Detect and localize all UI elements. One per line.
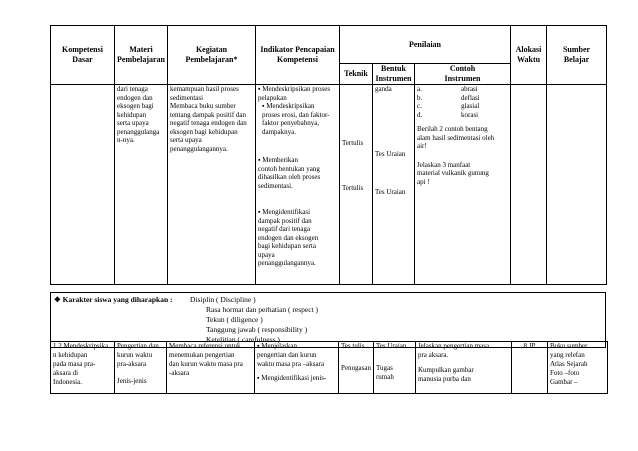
indikator-item: ▪ Mengidentifikasi dampak positif dan negatif dari tenaga endogen dan eksogen bagi kehidupan serta upaya penanggulangannya. xyxy=(258,208,319,267)
karakter-item: Tekun ( diligence ) xyxy=(206,315,263,324)
sumber-header: Sumber Belajar xyxy=(547,26,607,85)
kd-cell xyxy=(51,85,115,285)
karakter-label: ❖ Karakter siswa yang diharapkan : xyxy=(54,295,173,304)
bentuk-text: Tugas rumah xyxy=(375,364,394,381)
teknik-text: Tes tulis xyxy=(341,342,365,350)
square-bullet-icon: ▪ xyxy=(258,208,261,216)
bentuk-header: Bentuk Instrumen xyxy=(373,64,415,85)
square-bullet-icon: ▪ xyxy=(257,342,260,350)
karakter-item: Disiplin ( Discipline ) xyxy=(190,295,256,304)
materi-cell: Pengertian dan kurun waktu pra-aksara Jenis-jenis xyxy=(115,342,167,394)
karakter-list xyxy=(190,295,318,345)
kd-cell: 1.2.Mendeskripsika n kehidupan pada masa pra- aksara di Indonesia. xyxy=(51,342,115,394)
teknik-text: Tertulis xyxy=(342,139,364,147)
karakter-item: Tanggung jawab ( responsibility ) xyxy=(206,325,308,334)
teknik-cell xyxy=(340,85,373,285)
option-item: d. korasi xyxy=(417,110,479,119)
bentuk-text: Tes Uraian xyxy=(375,188,406,196)
bentuk-cell xyxy=(373,85,415,285)
syllabus-table-row2 xyxy=(50,341,608,394)
materi-header: Materi Pembelajaran xyxy=(115,26,168,85)
option-item: a. abrasi xyxy=(417,85,478,93)
bentuk-text: Tes Uraian xyxy=(375,342,407,350)
bentuk-cell xyxy=(373,342,415,394)
teknik-cell xyxy=(339,342,374,394)
square-bullet-icon: ▪ xyxy=(258,85,261,93)
penilaian-header: Penilaian xyxy=(340,26,511,64)
kompetensi-dasar-header: Kompetensi Dasar xyxy=(51,26,115,85)
alokasi-cell xyxy=(511,85,547,285)
header-row xyxy=(51,26,607,64)
sumber-cell: Buku sumber yang relefan Atlas Sejarah Foto –foto Gambar – xyxy=(547,342,607,394)
syllabus-table xyxy=(50,25,607,285)
diamond-bullet-icon: ❖ xyxy=(54,295,61,304)
option-list xyxy=(417,85,508,119)
indikator-cell xyxy=(255,342,339,394)
square-bullet-icon: ▪ xyxy=(262,102,265,110)
contoh-cell: Jelaskan pengertian masa pra aksara. Kumpulkan gambar manusia purba dan xyxy=(415,342,511,394)
indikator-item: ▪ Mengidentifikasi jenis- xyxy=(257,374,327,382)
indikator-header: Indikator Pencapaian Kompetensi xyxy=(256,26,340,85)
table-row xyxy=(51,342,608,394)
teknik-text: Penugasan xyxy=(341,364,371,372)
karakter-item: Rasa hormat dan perhatian ( respect ) xyxy=(206,305,319,314)
karakter-table xyxy=(50,292,606,348)
indikator-item: ▪ Mendeskripsikan proses erosi, dan faktor- faktor penyebabnya, dampaknya. xyxy=(262,102,330,136)
bentuk-text: Tes Uraian xyxy=(375,149,406,158)
alokasi-cell: 8 JP xyxy=(511,342,547,394)
table-row xyxy=(51,85,607,285)
kegiatan-header: Kegiatan Pembelajaran* xyxy=(168,26,256,85)
indikator-item: ▪ Menjelaskan pengertian dan kurun waktu masa pra –aksara xyxy=(257,342,325,368)
option-item: c. glasial xyxy=(417,102,480,110)
contoh-header: Contoh Instrumen xyxy=(415,64,511,85)
karakter-row xyxy=(51,293,606,348)
indikator-cell xyxy=(256,85,340,285)
option-item: b. deflasi xyxy=(417,93,480,102)
indikator-item: ▪ Memberikan contoh bentukan yang dihasilkan oleh proses sedimentasi. xyxy=(258,156,321,190)
bentuk-text: ganda xyxy=(375,85,392,93)
square-bullet-icon: ▪ xyxy=(257,374,260,382)
kegiatan-cell: Membaca referensi untuk menemukan pengertian dan kurun waktu masa pra -aksara xyxy=(167,342,255,394)
contoh-question: Jelaskan 3 manfaat material vulkanik gunung api ! xyxy=(417,160,489,186)
indikator-item: ▪ Mendeskripsikan proses pelapukan xyxy=(258,85,331,102)
contoh-question: Berilah 2 contoh bentang alam hasil sedimentasi oleh air! xyxy=(417,125,495,150)
square-bullet-icon: ▪ xyxy=(258,156,261,164)
karakter-item: Ketelitian ( carefulness ) xyxy=(206,335,280,344)
teknik-text: Tertulis xyxy=(342,183,364,192)
teknik-header: Teknik xyxy=(340,64,373,85)
alokasi-header: Alokasi Waktu xyxy=(511,26,547,85)
contoh-cell xyxy=(415,85,511,285)
kegiatan-cell: kemampuan hasil proses sedimentasi Membaca buku sumber tentang dampak positif dan negatif tenaga endogen dan eksogen bagi kehidupan serta upaya penanggulangannya. xyxy=(168,85,256,285)
sumber-cell xyxy=(547,85,607,285)
materi-cell: dari tenaga endogen dan eksogen bagi kehidupan serta upaya penanggulanga n-nya. xyxy=(115,85,168,285)
